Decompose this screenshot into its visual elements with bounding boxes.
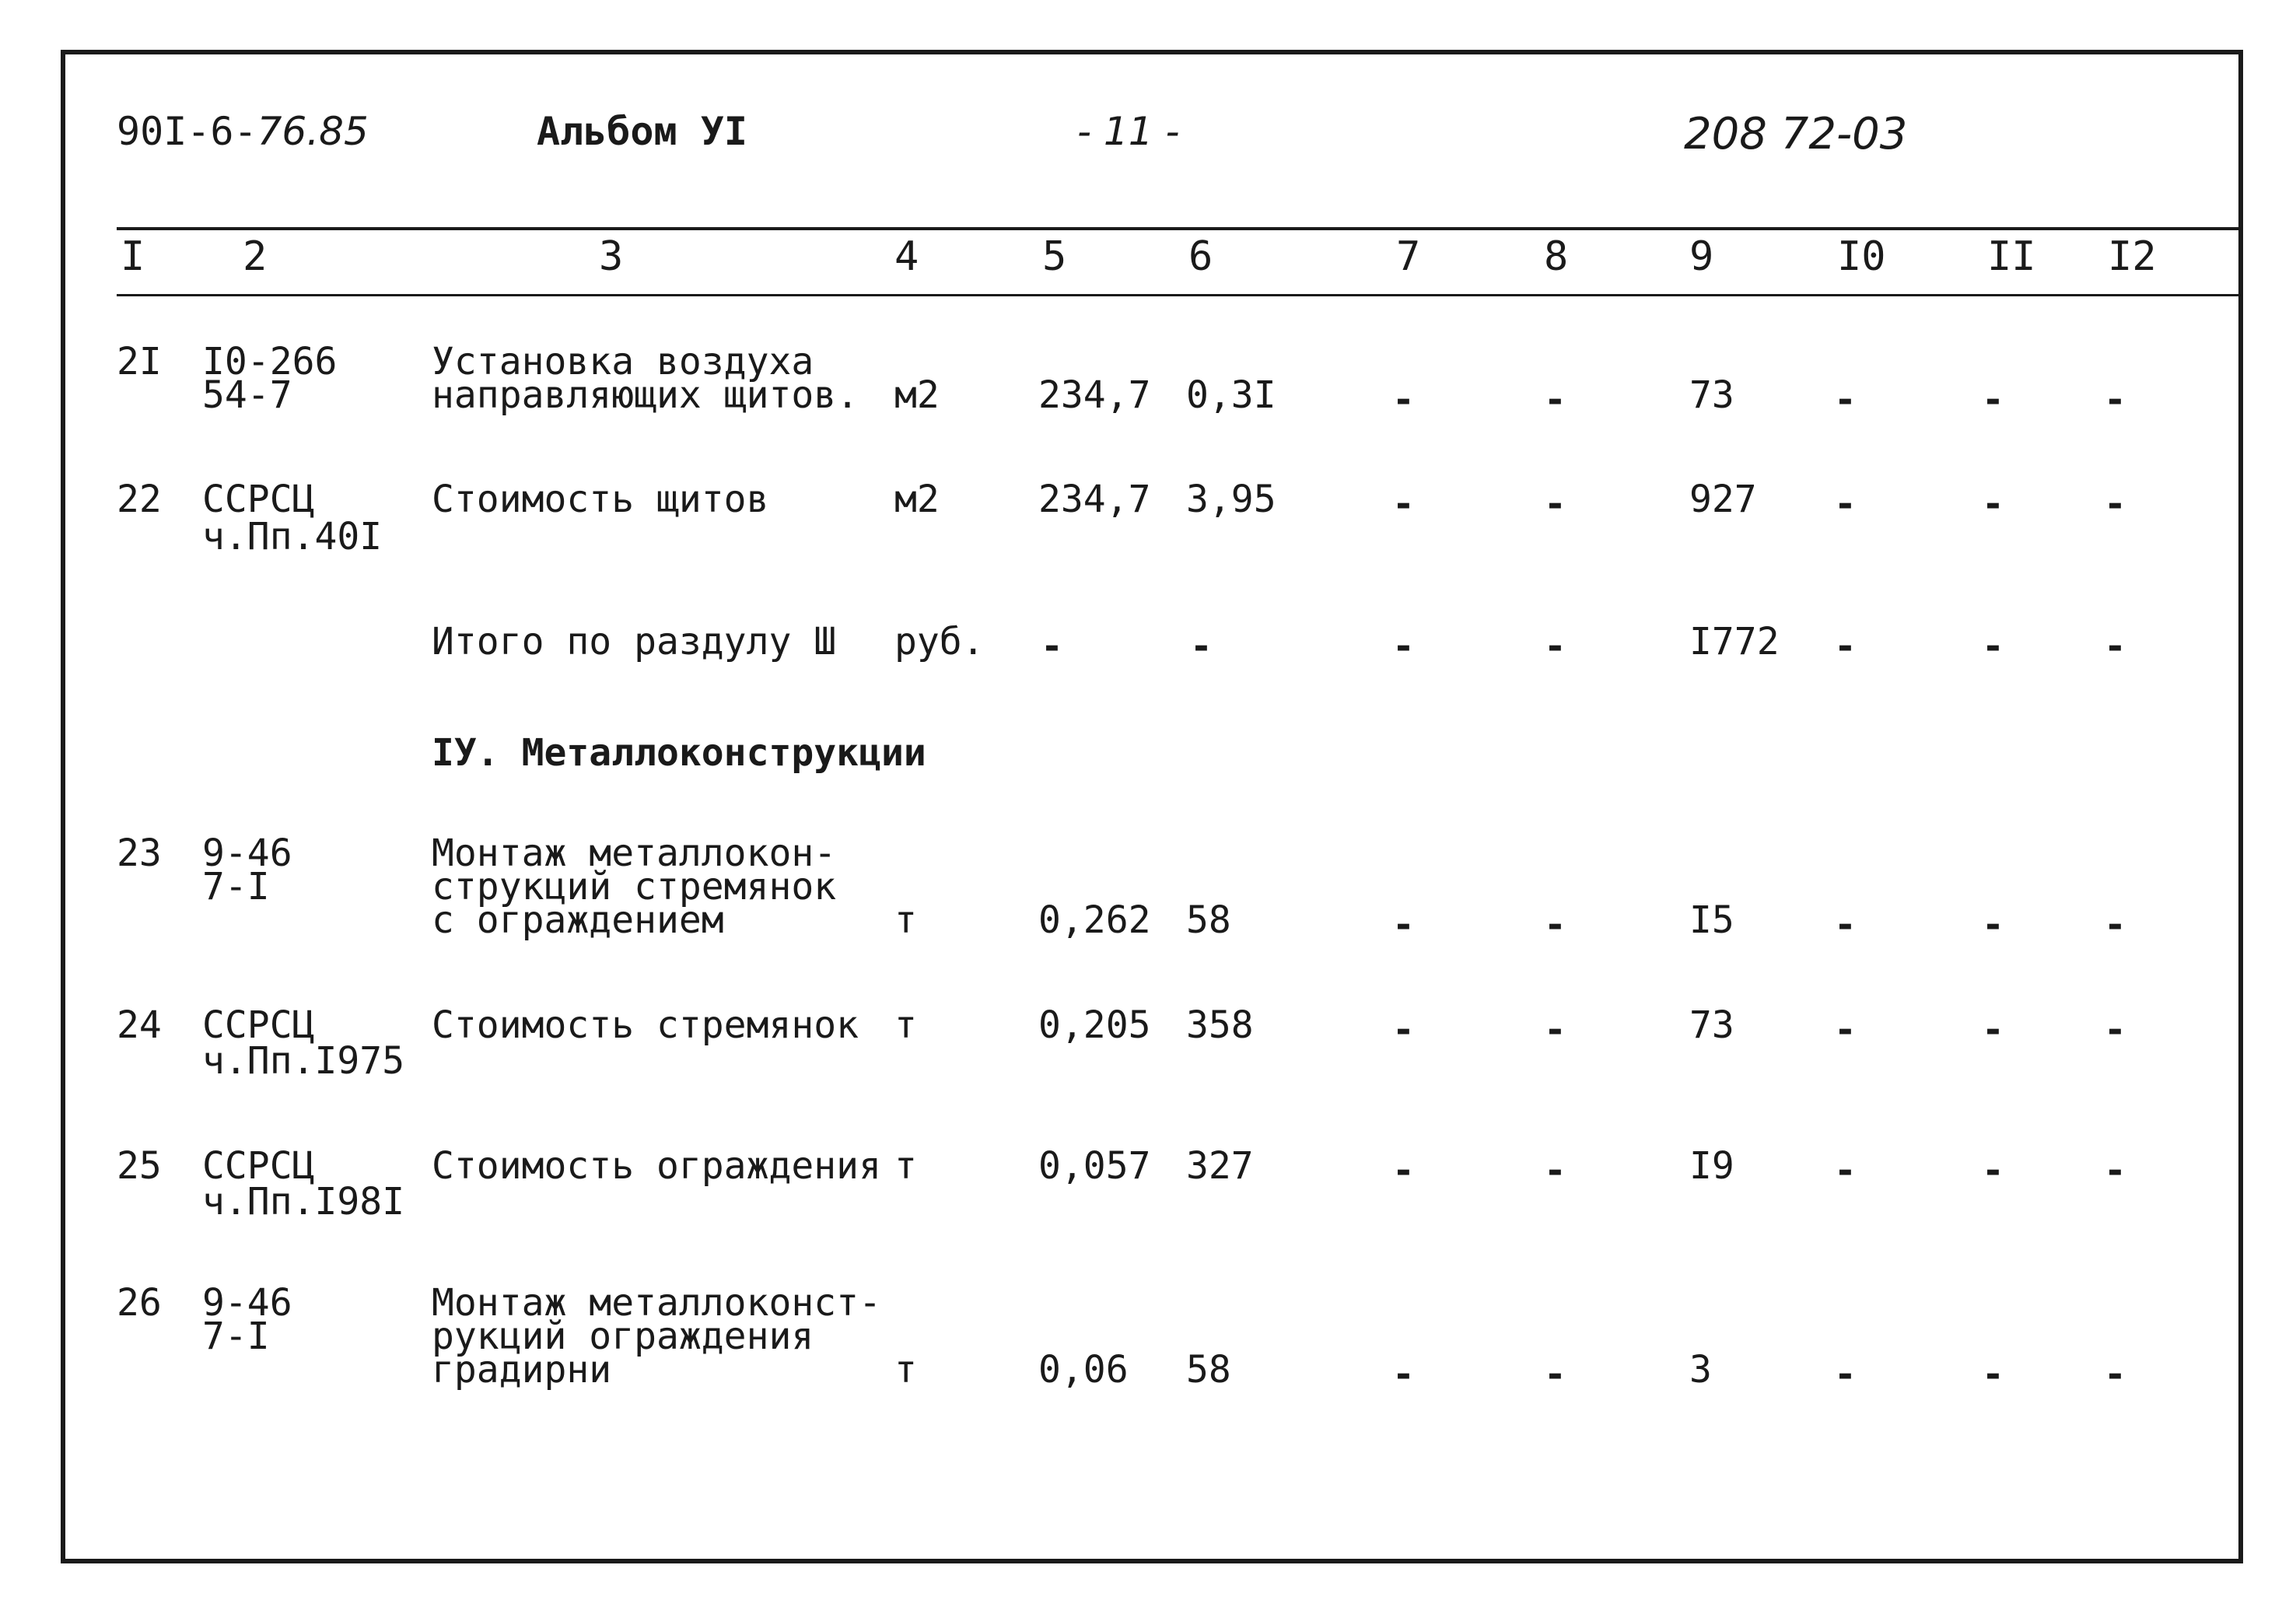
row-21-c9: 73 — [1689, 373, 1734, 417]
row-26-name-2: рукций ограждения — [432, 1315, 814, 1358]
row-25-num: 25 — [117, 1144, 162, 1188]
album-label: Альбом УI — [537, 109, 747, 154]
total-c12: - — [2104, 625, 2126, 668]
row-24-code-1: ССРСЦ — [202, 1003, 315, 1047]
row-21-code-2: 54-7 — [202, 373, 292, 417]
row-25-qty: 0,057 — [1038, 1144, 1151, 1188]
row-22-code-1: ССРСЦ — [202, 478, 315, 521]
row-21-name-1: Установка воздуха — [432, 340, 814, 383]
row-21-price: 0,3I — [1186, 373, 1276, 417]
row-22-c7: - — [1392, 482, 1415, 526]
row-22-qty: 234,7 — [1038, 478, 1151, 521]
total-c10: - — [1834, 625, 1857, 668]
total-qty: - — [1041, 625, 1063, 668]
row-23-name-2: струкций стремянок — [432, 865, 837, 909]
total-price: - — [1190, 625, 1213, 668]
col-head-1: I — [121, 233, 145, 280]
page-number: - 11 - — [1077, 109, 1180, 154]
row-22-c8: - — [1544, 482, 1566, 526]
col-head-11: II — [1987, 233, 2036, 280]
row-21-qty: 234,7 — [1038, 373, 1151, 417]
row-22-c11: - — [1982, 482, 2004, 526]
col-head-2: 2 — [243, 233, 268, 280]
row-23-code-2: 7-I — [202, 865, 270, 909]
row-26-price: 58 — [1186, 1348, 1231, 1392]
header-rule-bottom — [117, 294, 2240, 296]
row-22-unit: м2 — [894, 478, 940, 521]
row-24-c10: - — [1834, 1008, 1857, 1052]
row-26-c9: 3 — [1689, 1348, 1712, 1392]
doc-number-printed: 90I-6- — [117, 109, 257, 154]
row-25-name-1: Стоимость ограждения — [432, 1144, 881, 1188]
row-26-c7: - — [1392, 1353, 1415, 1396]
row-21-c7: - — [1392, 378, 1415, 422]
row-24-num: 24 — [117, 1003, 162, 1047]
row-24-qty: 0,205 — [1038, 1003, 1151, 1047]
row-23-name-3: с ограждением — [432, 898, 724, 942]
row-24-price: 358 — [1186, 1003, 1254, 1047]
row-24-unit: т — [894, 1003, 917, 1047]
row-22-num: 22 — [117, 478, 162, 521]
row-21-c11: - — [1982, 378, 2004, 422]
row-24-c11: - — [1982, 1008, 2004, 1052]
row-26-name-1: Монтаж металлоконст- — [432, 1281, 881, 1325]
row-25-c11: - — [1982, 1149, 2004, 1192]
section-title: IУ. Металлоконструкции — [432, 731, 926, 775]
row-21-name-2: направляющих щитов. — [432, 373, 859, 417]
row-21-unit: м2 — [894, 373, 940, 417]
row-26-c11: - — [1982, 1353, 2004, 1396]
row-26-code-1: 9-46 — [202, 1281, 292, 1325]
row-22-code-2: ч.Пп.40I — [202, 515, 383, 558]
row-23-num: 23 — [117, 832, 162, 875]
row-23-code-1: 9-46 — [202, 832, 292, 875]
row-21-c8: - — [1544, 378, 1566, 422]
row-24-c8: - — [1544, 1008, 1566, 1052]
row-21-c12: - — [2104, 378, 2126, 422]
col-head-9: 9 — [1689, 233, 1714, 280]
row-23-c9: I5 — [1689, 898, 1734, 942]
col-head-8: 8 — [1544, 233, 1569, 280]
row-26-qty: 0,06 — [1038, 1348, 1129, 1392]
total-c11: - — [1982, 625, 2004, 668]
total-c9: I772 — [1689, 620, 1780, 663]
total-label: Итого по раздулу Ш — [432, 620, 837, 663]
col-head-6: 6 — [1188, 233, 1213, 280]
doc-number-handwritten: 76.85 — [257, 109, 369, 154]
row-23-c10: - — [1834, 903, 1857, 947]
total-c7: - — [1392, 625, 1415, 668]
row-25-code-2: ч.Пп.I98I — [202, 1180, 405, 1224]
row-22-c12: - — [2104, 482, 2126, 526]
row-26-num: 26 — [117, 1281, 162, 1325]
row-25-c8: - — [1544, 1149, 1566, 1192]
row-23-c7: - — [1392, 903, 1415, 947]
row-24-c12: - — [2104, 1008, 2126, 1052]
total-unit: руб. — [894, 620, 985, 663]
row-21-code-1: I0-266 — [202, 340, 338, 383]
row-25-c10: - — [1834, 1149, 1857, 1192]
row-24-c9: 73 — [1689, 1003, 1734, 1047]
row-23-name-1: Монтаж металлокон- — [432, 832, 837, 875]
row-21-c10: - — [1834, 378, 1857, 422]
header-rule-top — [117, 227, 2240, 230]
row-22-price: 3,95 — [1186, 478, 1276, 521]
col-head-7: 7 — [1396, 233, 1421, 280]
row-24-name-1: Стоимость стремянок — [432, 1003, 859, 1047]
row-23-price: 58 — [1186, 898, 1231, 942]
row-21-num: 2I — [117, 340, 162, 383]
row-26-c8: - — [1544, 1353, 1566, 1396]
col-head-10: I0 — [1837, 233, 1886, 280]
row-25-c12: - — [2104, 1149, 2126, 1192]
page-frame — [61, 50, 2243, 1563]
row-26-name-3: градирни — [432, 1348, 612, 1392]
row-23-c12: - — [2104, 903, 2126, 947]
doc-number — [117, 109, 369, 154]
col-head-3: 3 — [599, 233, 624, 280]
row-25-price: 327 — [1186, 1144, 1254, 1188]
total-c8: - — [1544, 625, 1566, 668]
row-24-c7: - — [1392, 1008, 1415, 1052]
col-head-4: 4 — [894, 233, 919, 280]
row-23-c8: - — [1544, 903, 1566, 947]
col-head-12: I2 — [2108, 233, 2157, 280]
row-26-c12: - — [2104, 1353, 2126, 1396]
row-25-c9: I9 — [1689, 1144, 1734, 1188]
row-22-name-1: Стоимость щитов — [432, 478, 769, 521]
row-25-c7: - — [1392, 1149, 1415, 1192]
row-23-unit: т — [894, 898, 917, 942]
document-code: 208 72-03 — [1684, 109, 1908, 159]
row-22-c9: 927 — [1689, 478, 1757, 521]
row-24-code-2: ч.Пп.I975 — [202, 1039, 405, 1083]
row-23-qty: 0,262 — [1038, 898, 1151, 942]
row-23-c11: - — [1982, 903, 2004, 947]
row-26-c10: - — [1834, 1353, 1857, 1396]
row-26-unit: т — [894, 1348, 917, 1392]
row-22-c10: - — [1834, 482, 1857, 526]
row-25-unit: т — [894, 1144, 917, 1188]
col-head-5: 5 — [1042, 233, 1067, 280]
row-25-code-1: ССРСЦ — [202, 1144, 315, 1188]
row-26-code-2: 7-I — [202, 1315, 270, 1358]
